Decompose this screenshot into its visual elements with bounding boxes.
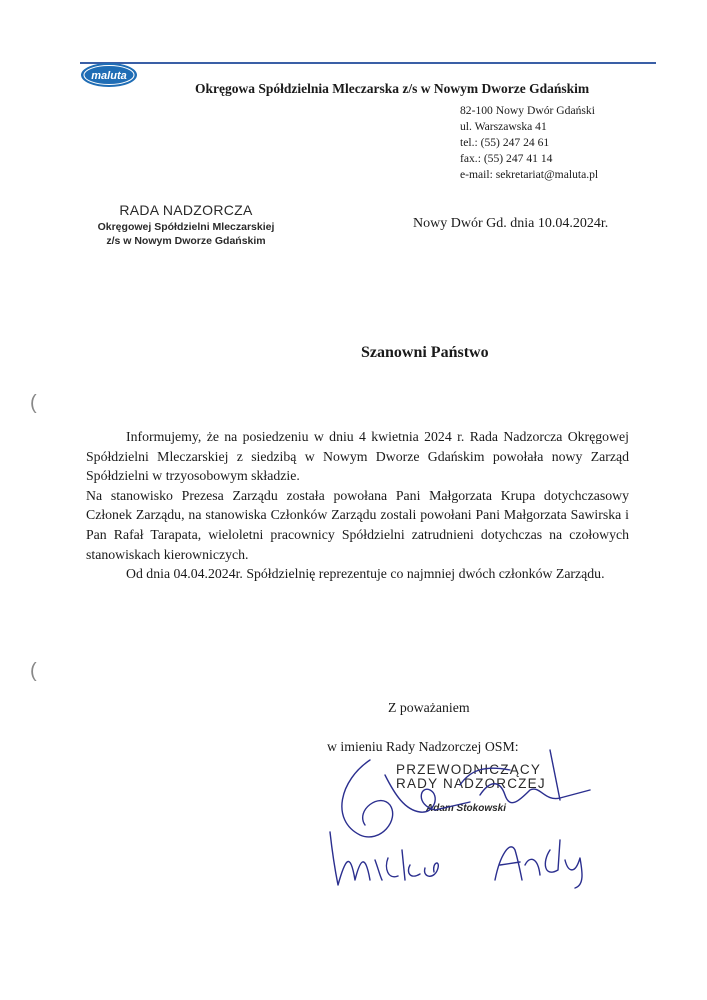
contact-street: ul. Warszawska 41	[460, 120, 547, 133]
stamp-line-3: z/s w Nowym Dworze Gdańskim	[106, 235, 266, 247]
contact-fax: fax.: (55) 247 41 14	[460, 152, 553, 165]
contact-block	[460, 103, 598, 183]
stamp-line-2: Okręgowej Spółdzielni Mleczarskiej	[97, 221, 275, 233]
margin-mark: (	[30, 660, 37, 682]
contact-phone: tel.: (55) 247 24 61	[460, 136, 550, 149]
letter-date: Nowy Dwór Gd. dnia 10.04.2024r.	[413, 216, 609, 231]
closing: Z poważaniem	[388, 700, 470, 715]
stamp-line-1: RADA NADZORCZA	[119, 202, 253, 218]
board-stamp	[86, 202, 286, 247]
contact-address: 82-100 Nowy Dwór Gdański	[460, 104, 595, 117]
header-rule	[80, 62, 656, 64]
paragraph-1: Informujemy, że na posiedzeniu w dniu 4 kwietnia 2024 r. Rada Nadzorcza Okręgowej Spółdzielni Mleczarskiej z siedzibą w Nowym Dworze Gdańskim powołała nowy Zarząd Spółdzielni w trzyosobowym składzie.	[86, 429, 629, 484]
maluta-logo	[80, 62, 138, 88]
chairman-title-2: RADY NADZORCZEJ	[396, 776, 546, 791]
paragraph-2: Na stanowisko Prezesa Zarządu została powołana Pani Małgorzata Krupa dotychczasowy Członek Zarządu, na stanowiska Członków Zarządu zostali powołani Pani Małgorzata Sawirska i Pan Rafał Tarapata, wieloletni pracownicy Spółdzielni zatrudnieni dotychczas na czołowych stanowiskach kierowniczych.	[86, 487, 629, 562]
handwritten-signatures	[310, 740, 610, 890]
margin-mark: (	[30, 392, 37, 414]
company-name: Okręgowa Spółdzielnia Mleczarska z/s w Nowym Dworze Gdańskim	[195, 81, 590, 96]
salutation: Szanowni Państwo	[361, 344, 489, 361]
chairman-title-1: PRZEWODNICZĄCY	[396, 762, 542, 777]
on-behalf-line: w imieniu Rady Nadzorczej OSM:	[327, 739, 519, 754]
letter-body	[86, 427, 629, 584]
paragraph-3: Od dnia 04.04.2024r. Spółdzielnię reprezentuje co najmniej dwóch członków Zarządu.	[126, 566, 605, 582]
chairman-name: Adam Stokowski	[426, 803, 507, 814]
logo-text: maluta	[91, 70, 127, 82]
contact-email: e-mail: sekretariat@maluta.pl	[460, 168, 599, 181]
